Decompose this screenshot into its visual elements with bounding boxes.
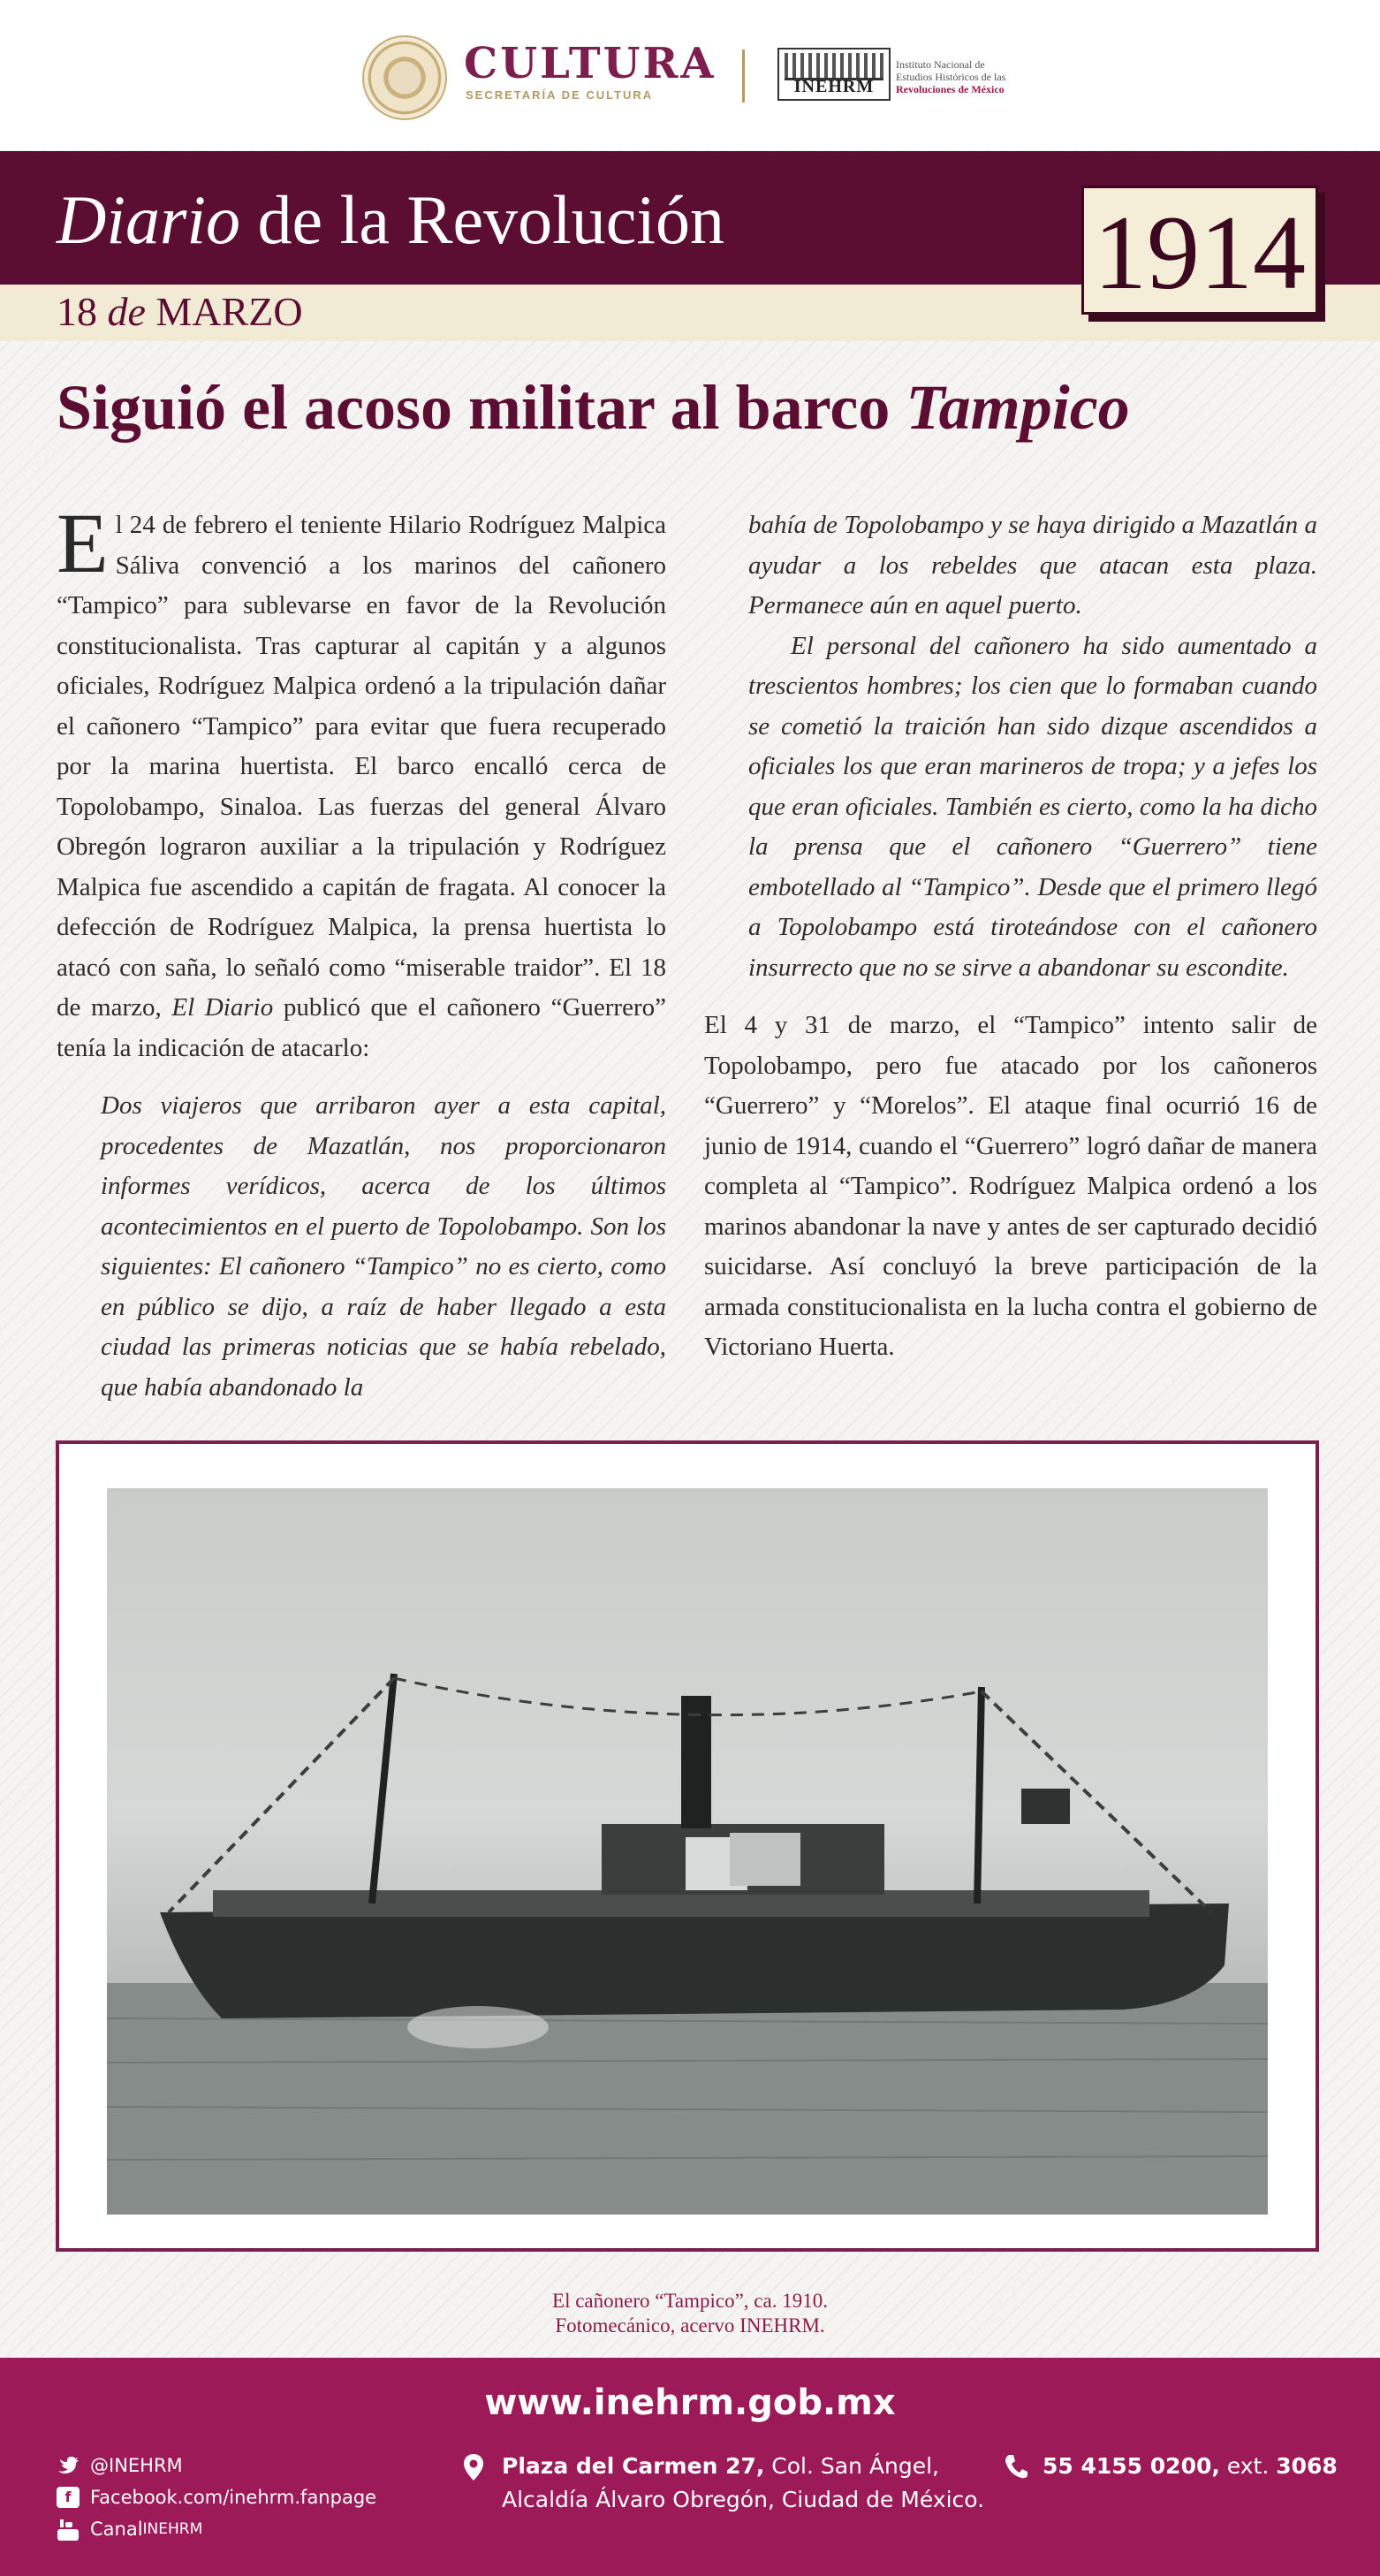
facebook-link[interactable] [57, 2481, 376, 2513]
website-link[interactable]: www.inehrm.gob.mx [484, 2382, 896, 2423]
institute-name [896, 58, 1005, 95]
article-headline [57, 372, 1130, 443]
newspaper-name: El Diario [171, 993, 274, 1022]
facebook-icon: f [57, 2487, 80, 2508]
inehrm-logo-text: INEHRM [793, 77, 875, 96]
address-street: Plaza del Carmen 27, [502, 2453, 765, 2479]
quote-block-2: El personal del cañonero ha sido aumentado a trescientos hombres; los cien que lo formaban cuando se cometió la traición han sido dizque ascendidos a oficiales los que eran marineros de tropa; y a jefes los que eran oficiales. También es cierto, como la ha dicho la prensa que el cañonero “Guerrero” tiene embotellado al “Tampico”. Desde que el primero llegó a Topolobampo está tiroteándose con el cañonero insurrecto que no se sirve a abandonar su escondite. [748, 631, 1317, 982]
institute-line-3: Revoluciones de México [896, 83, 1005, 95]
phone-ext: 3068 [1276, 2453, 1338, 2479]
date-de: de [107, 289, 146, 334]
youtube-link[interactable] [57, 2513, 376, 2545]
ship-photo [107, 1488, 1268, 2215]
phone-number[interactable] [1043, 2450, 1338, 2483]
article-column-right [704, 505, 1317, 1368]
headline-regular: Siguió el acoso militar al barco [57, 372, 906, 443]
logo-divider [742, 49, 745, 103]
address-colonia: Col. San Ángel, [764, 2453, 939, 2479]
paragraph-1-text: l 24 de febrero el teniente Hilario Rodríguez Malpica Sáliva convenció a los marinos del cañonero “Tampico” para sublevarse en favor de la Revolución constitucionalista. Tras capturar al capitán y a algunos oficiales, Rodríguez Malpica ordenó a la tripulación dañar el cañonero “Tampico” para evitar que fuera recuperado por la marina huertista. El barco encalló cerca de Topolobampo, Sinaloa. Las fuerzas del general Álvaro Obregón lograron auxiliar a la tripulación y Rodríguez Malpica fue ascendido a capitán de fragata. Al conocer la defección de Rodríguez Malpica, la prensa huertista lo atacó con saña, lo señaló como “miserable traidor”. El 18 de marzo, [57, 511, 666, 1022]
title-rest: de la Revolución [240, 181, 725, 258]
year-text: 1914 [1094, 194, 1306, 311]
national-seal-logo [362, 35, 447, 120]
issue-date [57, 289, 303, 334]
date-month: MARZO [155, 289, 303, 334]
paragraph-1-end: publicó que el cañonero “Guerrero” tenía la indicación de atacarlo: [57, 993, 666, 1062]
location-pin-icon [463, 2453, 484, 2486]
year-badge [1081, 186, 1318, 315]
publication-title [57, 181, 725, 258]
facebook-url: Facebook.com/inehrm.fanpage [90, 2487, 377, 2508]
cultura-subtitle: SECRETARÍA DE CULTURA [466, 88, 654, 102]
photo-frame [56, 1440, 1319, 2252]
quote-block-1-continued: bahía de Topolobampo y se haya dirigido a Mazatlán a ayudar a los rebeldes que atacan esta plaza. Permanece aún en aquel puerto. [748, 511, 1317, 619]
caption-line-2: Fotomecánico, acervo INEHRM. [555, 2314, 825, 2337]
youtube-icon [57, 2519, 80, 2540]
caption-line-1: El cañonero “Tampico”, ca. 1910. [552, 2290, 828, 2312]
gunboat-illustration [107, 1488, 1268, 2215]
twitter-link[interactable] [57, 2450, 376, 2481]
paragraph-2: El 4 y 31 de marzo, el “Tampico” intento salir de Topolobampo, pero fue atacado por los cañoneros “Guerrero” y “Morelos”. El ataque final ocurrió 16 de junio de 1914, cuando el “Guerrero” logró dañar de manera completa al “Tampico”. Rodríguez Malpica ordenó a los marinos abandonar la nave y antes de ser capturado decidió suicidarse. Así concluyó la breve participación de la armada constitucionalista en la lucha contra el gobierno de Victoriano Huerta. [704, 1011, 1317, 1361]
drop-cap: E [57, 496, 109, 590]
paragraph-1 [57, 496, 666, 1068]
phone-ext-label: ext. [1219, 2453, 1277, 2479]
photo-caption [0, 2289, 1380, 2338]
youtube-channel-name: INEHRM [142, 2520, 203, 2538]
inehrm-logo [777, 48, 891, 101]
title-italic: Diario [57, 181, 241, 258]
date-day: 18 [57, 289, 97, 334]
institute-line-1: Instituto Nacional de [896, 58, 985, 71]
twitter-icon [57, 2455, 80, 2476]
twitter-handle: @INEHRM [90, 2455, 183, 2476]
phone-icon [1004, 2453, 1028, 2484]
headline-italic: Tampico [906, 372, 1130, 443]
address [502, 2450, 984, 2517]
address-city: Alcaldía Álvaro Obregón, Ciudad de México. [502, 2487, 985, 2512]
quote-block-1: Dos viajeros que arribaron ayer a esta capital, procedentes de Mazatlán, nos proporcionaron informes verídicos, acerca de los últimos acontecimientos en el puerto de Topolobampo. Son los siguientes: El cañonero “Tampico” no es cierto, como en público se dijo, a raíz de haber llegado a esta ciudad las primeras noticias que se había rebelado, que había abandonado la [101, 1091, 666, 1402]
institute-line-2: Estudios Históricos de las [896, 71, 1006, 83]
cultura-logo-text: CULTURA [464, 39, 717, 88]
article-column-left [57, 496, 666, 1408]
youtube-prefix: Canal [90, 2519, 143, 2540]
phone-main: 55 4155 0200, [1043, 2453, 1220, 2479]
social-links [57, 2450, 376, 2545]
